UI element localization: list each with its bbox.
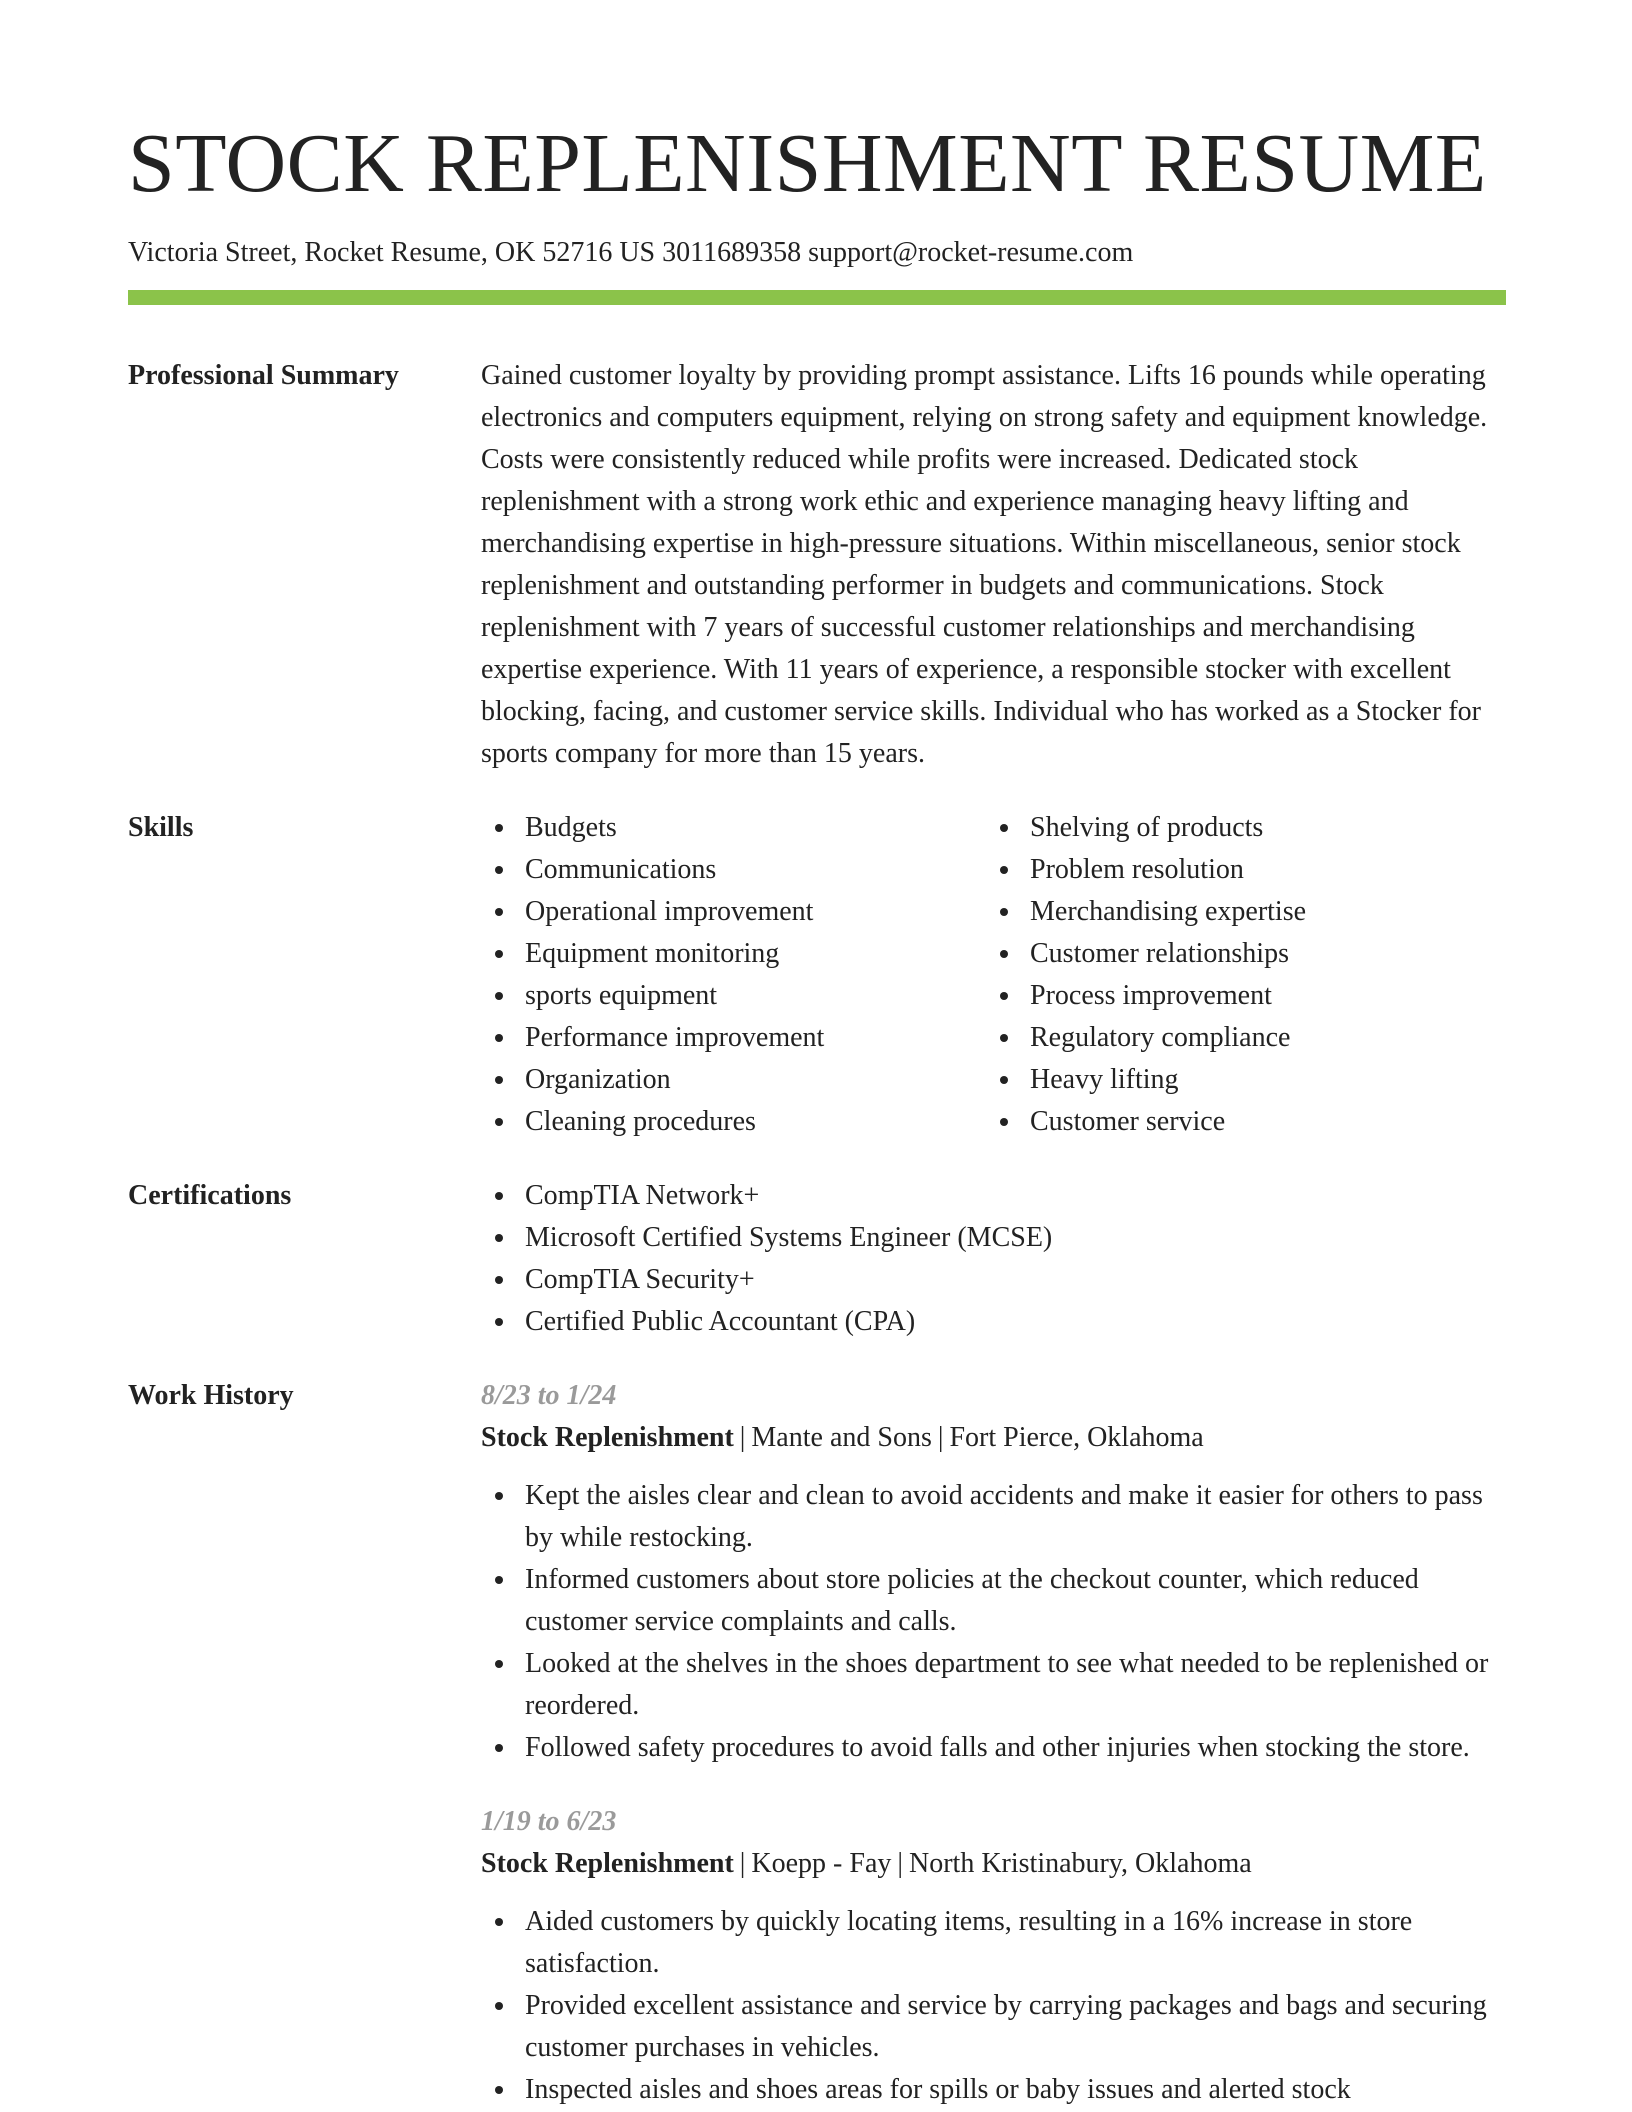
job-location: Fort Pierce, Oklahoma <box>949 1421 1204 1453</box>
skill-item: Budgets <box>481 807 986 849</box>
contact-email: support@rocket-resume.com <box>808 237 1134 268</box>
skill-item: sports equipment <box>481 975 986 1017</box>
skill-item: Shelving of products <box>986 807 1491 849</box>
job-header <box>481 1417 1506 1459</box>
job-dates: 1/19 to 6/23 <box>481 1805 617 1837</box>
certification-item: Microsoft Certified Systems Engineer (MCSE) <box>481 1217 1506 1259</box>
job-location: North Kristinabury, Oklahoma <box>909 1847 1252 1879</box>
certifications-list <box>481 1175 1506 1343</box>
job-bullet: Followed safety procedures to avoid falls and other injuries when stocking the store. <box>481 1727 1506 1769</box>
job-header <box>481 1843 1506 1885</box>
certification-item: CompTIA Security+ <box>481 1259 1506 1301</box>
skills-grid <box>481 807 1506 1143</box>
skill-item: Process improvement <box>986 975 1491 1017</box>
job-separator: | <box>739 1421 746 1453</box>
job-bullets <box>481 1901 1506 2111</box>
job-company: Koepp - Fay <box>751 1847 892 1879</box>
job-bullet: Inspected aisles and shoes areas for spills or baby issues and alerted stock <box>481 2069 1506 2111</box>
summary-text: Gained customer loyalty by providing prompt assistance. Lifts 16 pounds while operating electronics and computers equipment, relying on strong safety and equipment knowledge. Costs were consistently reduced while profits were increased. Dedicated stock replenishment with a strong work ethic and experience managing heavy lifting and merchandising expertise in high-pressure situations. Within miscellaneous, senior stock replenishment and outstanding performer in budgets and communications. Stock replenishment with 7 years of successful customer relationships and merchandising expertise experience. With 11 years of experience, a responsible stocker with excellent blocking, facing, and customer service skills. Individual who has worked as a Stocker for sports company for more than 15 years. <box>481 359 1488 769</box>
job-entry <box>481 1801 1506 2111</box>
work-history-section <box>128 1375 1506 2111</box>
job-bullet: Aided customers by quickly locating items, resulting in a 16% increase in store satisfaction. <box>481 1901 1506 1985</box>
skills-list-right <box>986 807 1491 1143</box>
skill-item: Performance improvement <box>481 1017 986 1059</box>
work-history-body <box>481 1375 1506 2111</box>
job-bullet: Kept the aisles clear and clean to avoid accidents and make it easier for others to pass by while restocking. <box>481 1475 1506 1559</box>
job-title: Stock Replenishment <box>481 1421 734 1453</box>
contact-phone: 3011689358 <box>662 237 802 268</box>
skill-item: Equipment monitoring <box>481 933 986 975</box>
certification-item: Certified Public Accountant (CPA) <box>481 1301 1506 1343</box>
job-bullets <box>481 1475 1506 1769</box>
job-bullet: Provided excellent assistance and service by carrying packages and bags and securing customer purchases in vehicles. <box>481 1985 1506 2069</box>
skill-item: Customer relationships <box>986 933 1491 975</box>
skill-item: Operational improvement <box>481 891 986 933</box>
skill-item: Problem resolution <box>986 849 1491 891</box>
professional-summary-body <box>481 355 1506 775</box>
header-accent-divider <box>128 290 1506 305</box>
section-heading-skills: Skills <box>128 811 194 843</box>
resume-title: STOCK REPLENISHMENT RESUME <box>128 117 1487 210</box>
job-entry <box>481 1375 1506 1769</box>
job-bullet: Informed customers about store policies at the checkout counter, which reduced customer service complaints and calls. <box>481 1559 1506 1643</box>
job-company: Mante and Sons <box>751 1421 932 1453</box>
job-separator: | <box>739 1847 746 1879</box>
job-separator: | <box>897 1847 903 1879</box>
skill-item: Cleaning procedures <box>481 1101 986 1143</box>
job-dates: 8/23 to 1/24 <box>481 1379 617 1411</box>
skills-section <box>128 807 1506 1143</box>
section-heading-work-history: Work History <box>128 1379 294 1411</box>
resume-page <box>128 117 1506 2111</box>
job-bullet: Looked at the shelves in the shoes department to see what needed to be replenished or reordered. <box>481 1643 1506 1727</box>
job-title: Stock Replenishment <box>481 1847 734 1879</box>
certifications-body <box>481 1175 1506 1343</box>
job-separator: | <box>937 1421 944 1453</box>
skill-item: Organization <box>481 1059 986 1101</box>
section-heading-professional-summary: Professional Summary <box>128 359 399 391</box>
contact-address: Victoria Street, Rocket Resume, OK 52716 US <box>128 237 656 268</box>
skill-item: Communications <box>481 849 986 891</box>
section-heading-certifications: Certifications <box>128 1179 292 1211</box>
skill-item: Heavy lifting <box>986 1059 1491 1101</box>
certification-item: CompTIA Network+ <box>481 1175 1506 1217</box>
skill-item: Customer service <box>986 1101 1491 1143</box>
skills-list-left <box>481 807 986 1143</box>
professional-summary-section <box>128 355 1506 775</box>
contact-line <box>128 236 1506 270</box>
certifications-section <box>128 1175 1506 1343</box>
skill-item: Regulatory compliance <box>986 1017 1491 1059</box>
skill-item: Merchandising expertise <box>986 891 1491 933</box>
skills-body <box>481 807 1506 1143</box>
